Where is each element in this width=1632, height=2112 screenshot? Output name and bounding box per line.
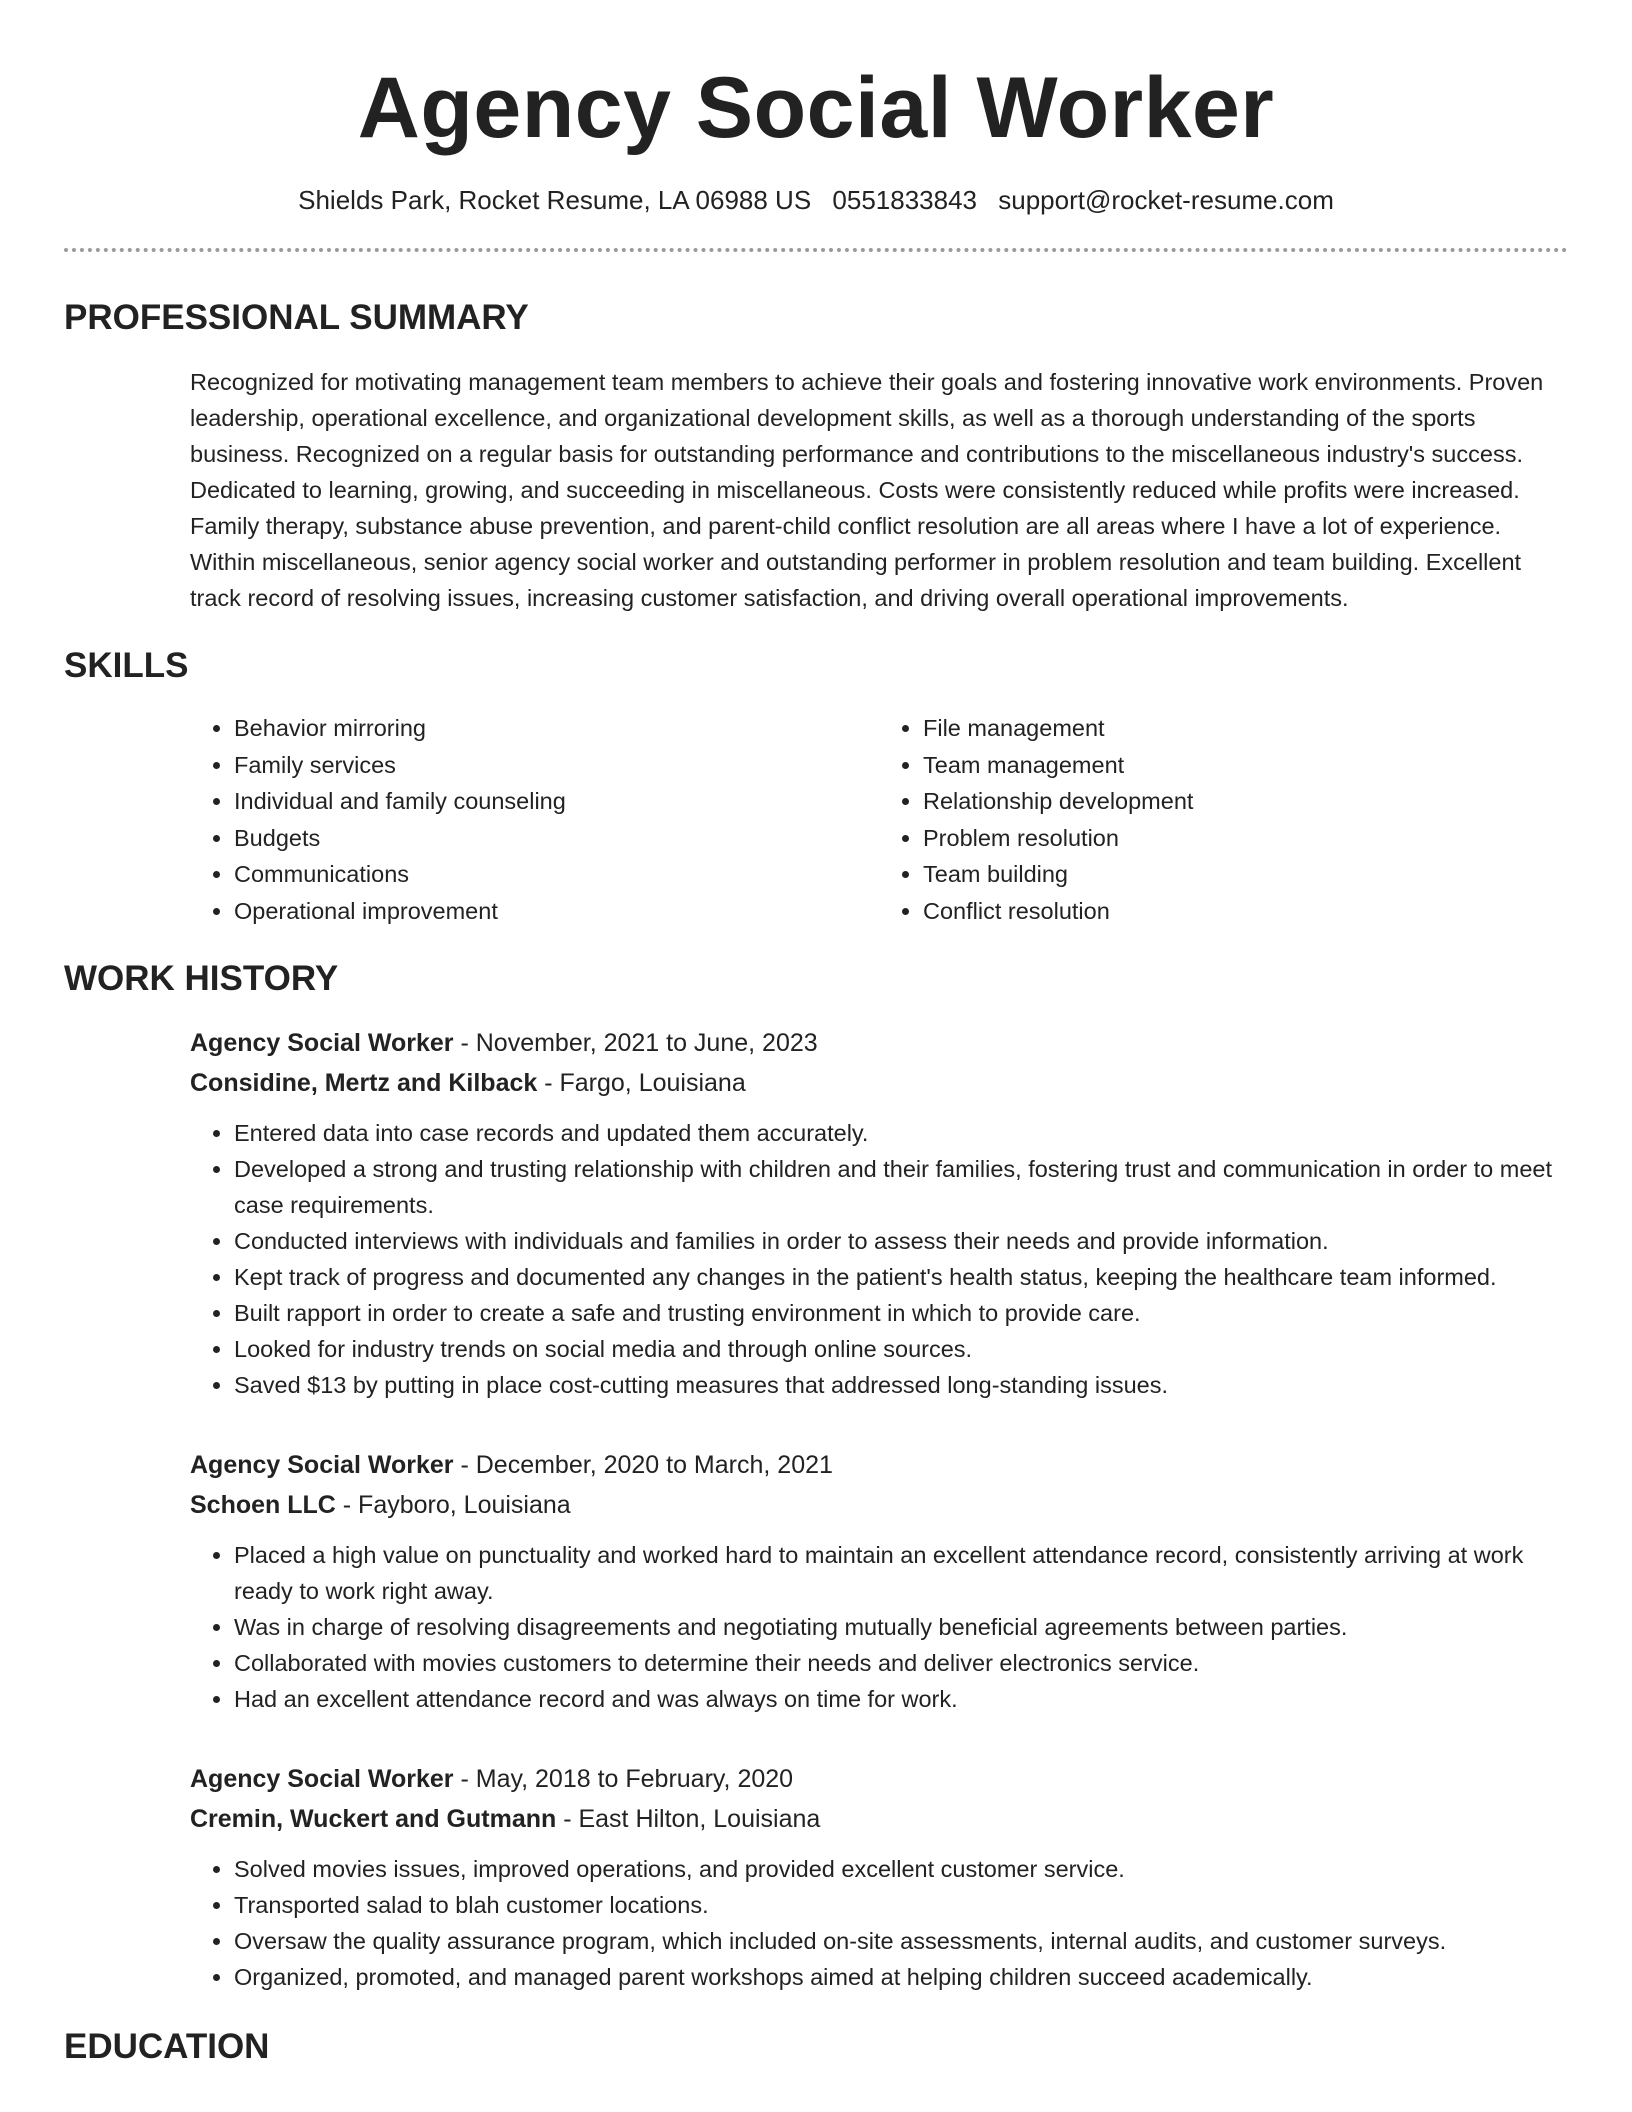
- job-bullet: • Entered data into case records and updated them accurately.: [234, 1115, 1568, 1151]
- job-bullet: • Oversaw the quality assurance program, which included on-site assessments, internal audits, and customer surveys.: [234, 1923, 1568, 1959]
- skill-item: • Budgets: [234, 820, 879, 857]
- skill-item: • File management: [923, 710, 1568, 747]
- job-company-line: [190, 1799, 1568, 1839]
- job-location: - Fayboro, Louisiana: [335, 1491, 571, 1519]
- contact-line: [64, 184, 1568, 216]
- job-title-line: [190, 1759, 1568, 1799]
- job-company: Schoen LLC: [190, 1491, 336, 1519]
- job-entry: [190, 1023, 1568, 1403]
- contact-phone: 0551833843: [832, 185, 978, 215]
- job-bullets: [190, 1537, 1568, 1717]
- job-dates: - December, 2020 to March, 2021: [453, 1451, 833, 1479]
- skill-item: • Conflict resolution: [923, 893, 1568, 930]
- work-history-heading: WORK HISTORY: [64, 959, 339, 998]
- job-bullet: • Transported salad to blah customer locations.: [234, 1887, 1568, 1923]
- job-role: Agency Social Worker: [190, 1765, 454, 1793]
- skill-item: • Relationship development: [923, 783, 1568, 820]
- job-bullet: • Had an excellent attendance record and was always on time for work.: [234, 1681, 1568, 1717]
- resume-page: [64, 0, 1568, 2069]
- job-company-line: [190, 1063, 1568, 1103]
- skill-item: • Behavior mirroring: [234, 710, 879, 747]
- skills-column-left: [190, 710, 879, 929]
- skills-section: [64, 644, 1568, 929]
- education-heading: EDUCATION: [64, 2027, 270, 2066]
- contact-email: support@rocket-resume.com: [998, 185, 1334, 215]
- job-bullet: • Organized, promoted, and managed parent workshops aimed at helping children succeed academically.: [234, 1959, 1568, 1995]
- skill-item: • Problem resolution: [923, 820, 1568, 857]
- summary-text: Recognized for motivating management team members to achieve their goals and fostering innovative work environments. Proven leadership, operational excellence, and organizational development skills, as well as a thorough understanding of the sports business. Recognized on a regular basis for outstanding performance and contributions to the miscellaneous industry's success. Dedicated to learning, growing, and succeeding in miscellaneous. Costs were consistently reduced while profits were increased. Family therapy, substance abuse prevention, and parent-child conflict resolution are all areas where I have a lot of experience. Within miscellaneous, senior agency social worker and outstanding performer in problem resolution and team building. Excellent track record of resolving issues, increasing customer satisfaction, and driving overall operational improvements.: [190, 369, 1544, 611]
- job-bullet: • Saved $13 by putting in place cost-cutting measures that addressed long-standing issues.: [234, 1367, 1568, 1403]
- job-entry: [190, 1445, 1568, 1717]
- job-bullet: • Placed a high value on punctuality and worked hard to maintain an excellent attendance record, consistently arriving at work ready to work right away.: [234, 1537, 1568, 1609]
- skill-item: • Team management: [923, 747, 1568, 784]
- job-bullets: [190, 1851, 1568, 1995]
- job-company: Considine, Mertz and Kilback: [190, 1069, 538, 1097]
- skills-column-right: [879, 710, 1568, 929]
- skill-item: • Individual and family counseling: [234, 783, 879, 820]
- header-divider: [64, 248, 1568, 252]
- job-location: - East Hilton, Louisiana: [556, 1805, 821, 1833]
- candidate-name: Agency Social Worker: [357, 60, 1275, 156]
- job-title-line: [190, 1445, 1568, 1485]
- skill-item: • Operational improvement: [234, 893, 879, 930]
- job-bullet: • Was in charge of resolving disagreements and negotiating mutually beneficial agreements between parties.: [234, 1609, 1568, 1645]
- job-dates: - May, 2018 to February, 2020: [453, 1765, 794, 1793]
- job-bullet: • Kept track of progress and documented any changes in the patient's health status, keeping the healthcare team informed.: [234, 1259, 1568, 1295]
- job-entry: [190, 1759, 1568, 1995]
- job-dates: - November, 2021 to June, 2023: [453, 1029, 818, 1057]
- job-bullet: • Developed a strong and trusting relationship with children and their families, fostering trust and communication in order to meet case requirements.: [234, 1151, 1568, 1223]
- job-bullet: • Conducted interviews with individuals and families in order to assess their needs and provide information.: [234, 1223, 1568, 1259]
- job-bullet: • Solved movies issues, improved operations, and provided excellent customer service.: [234, 1851, 1568, 1887]
- skill-item: • Communications: [234, 856, 879, 893]
- skill-item: • Family services: [234, 747, 879, 784]
- job-location: - Fargo, Louisiana: [537, 1069, 746, 1097]
- summary-section: [64, 296, 1568, 616]
- skills-grid: [190, 710, 1568, 929]
- job-role: Agency Social Worker: [190, 1451, 454, 1479]
- job-bullet: • Looked for industry trends on social media and through online sources.: [234, 1331, 1568, 1367]
- job-bullet: • Built rapport in order to create a safe and trusting environment in which to provide care.: [234, 1295, 1568, 1331]
- job-company: Cremin, Wuckert and Gutmann: [190, 1805, 557, 1833]
- job-title-line: [190, 1023, 1568, 1063]
- skills-heading: SKILLS: [64, 646, 189, 685]
- contact-address: Shields Park, Rocket Resume, LA 06988 US: [298, 185, 812, 215]
- job-company-line: [190, 1485, 1568, 1525]
- summary-heading: PROFESSIONAL SUMMARY: [64, 298, 529, 337]
- job-bullets: [190, 1115, 1568, 1403]
- skill-item: • Team building: [923, 856, 1568, 893]
- job-bullet: • Collaborated with movies customers to determine their needs and deliver electronics service.: [234, 1645, 1568, 1681]
- work-history-section: [64, 957, 1568, 1995]
- education-section: [64, 2025, 1568, 2069]
- job-role: Agency Social Worker: [190, 1029, 454, 1057]
